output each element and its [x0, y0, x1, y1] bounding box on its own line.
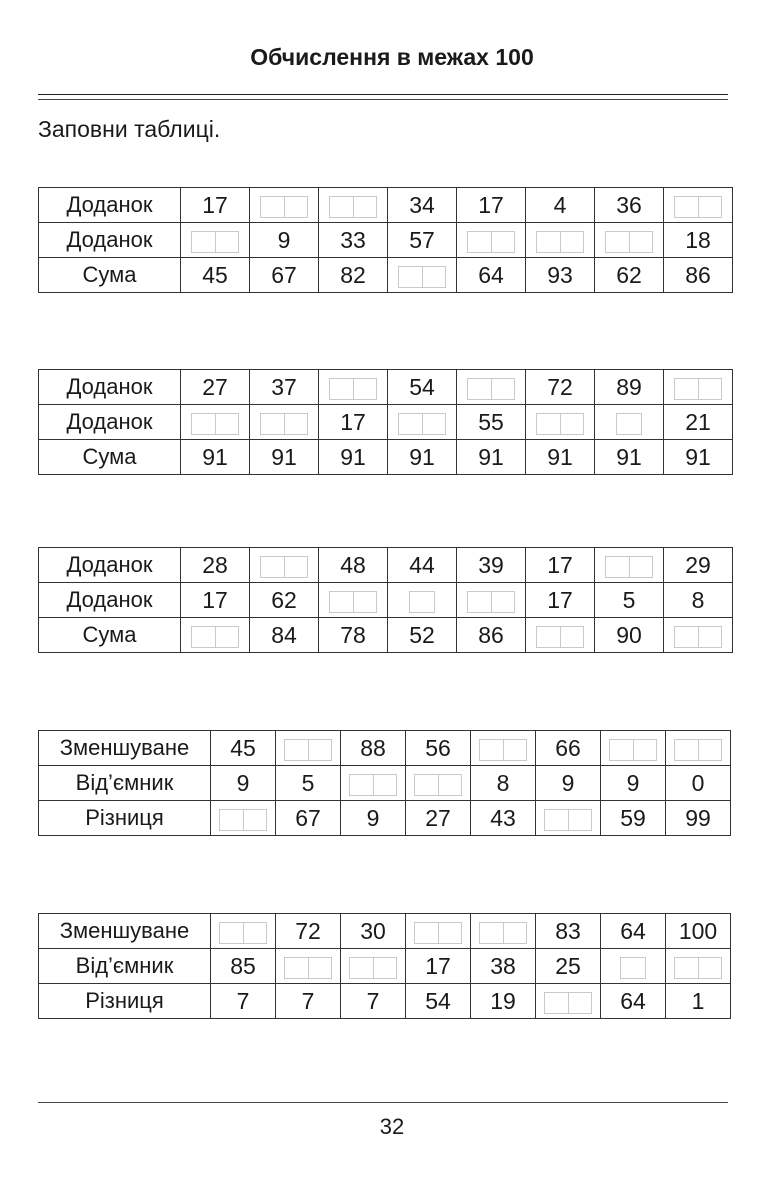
answer-box[interactable]: [414, 774, 462, 796]
value-cell: 91: [181, 440, 250, 475]
value-cell: 43: [471, 801, 536, 836]
answer-box[interactable]: [479, 739, 527, 761]
row-label: Доданок: [39, 370, 181, 405]
value-cell: 9: [341, 801, 406, 836]
value-cell: 84: [250, 618, 319, 653]
value-cell: 91: [595, 440, 664, 475]
value-cell: 17: [319, 405, 388, 440]
table-row: [39, 188, 733, 223]
answer-box[interactable]: [191, 626, 239, 648]
value-cell: 89: [595, 370, 664, 405]
value-cell: 25: [536, 949, 601, 984]
number-table-1: [38, 187, 733, 293]
value-cell: 91: [319, 440, 388, 475]
value-cell: 45: [181, 258, 250, 293]
answer-cell[interactable]: [595, 223, 664, 258]
answer-box[interactable]: [467, 378, 515, 400]
value-cell: 38: [471, 949, 536, 984]
value-cell: 9: [250, 223, 319, 258]
table-row: [39, 370, 733, 405]
answer-box[interactable]: [329, 591, 377, 613]
table-row: [39, 766, 731, 801]
answer-cell[interactable]: [536, 984, 601, 1019]
row-label: Зменшуване: [39, 731, 211, 766]
answer-cell[interactable]: [536, 801, 601, 836]
answer-cell[interactable]: [664, 370, 733, 405]
answer-box[interactable]: [536, 626, 584, 648]
value-cell: 57: [388, 223, 457, 258]
value-cell: 82: [319, 258, 388, 293]
answer-box[interactable]: [398, 266, 446, 288]
answer-cell[interactable]: [595, 405, 664, 440]
value-cell: 56: [406, 731, 471, 766]
row-label: Зменшуване: [39, 914, 211, 949]
answer-box[interactable]: [544, 809, 592, 831]
row-label: Від’ємник: [39, 766, 211, 801]
value-cell: 91: [388, 440, 457, 475]
value-cell: 29: [664, 548, 733, 583]
value-cell: 5: [276, 766, 341, 801]
value-cell: 83: [536, 914, 601, 949]
value-cell: 85: [211, 949, 276, 984]
answer-cell[interactable]: [666, 949, 731, 984]
answer-cell[interactable]: [341, 949, 406, 984]
answer-cell[interactable]: [664, 188, 733, 223]
table-row: [39, 949, 731, 984]
value-cell: 55: [457, 405, 526, 440]
answer-box[interactable]: [467, 591, 515, 613]
answer-cell[interactable]: [319, 188, 388, 223]
answer-cell[interactable]: [388, 258, 457, 293]
table-row: [39, 405, 733, 440]
value-cell: 48: [319, 548, 388, 583]
value-cell: 91: [526, 440, 595, 475]
value-cell: 37: [250, 370, 319, 405]
answer-cell[interactable]: [388, 405, 457, 440]
value-cell: 7: [341, 984, 406, 1019]
answer-cell[interactable]: [457, 370, 526, 405]
instruction-text: Заповни таблиці.: [38, 116, 221, 142]
value-cell: 64: [457, 258, 526, 293]
value-cell: 36: [595, 188, 664, 223]
row-label: Доданок: [39, 188, 181, 223]
value-cell: 54: [406, 984, 471, 1019]
value-cell: 7: [211, 984, 276, 1019]
value-cell: 93: [526, 258, 595, 293]
answer-box[interactable]: [674, 957, 722, 979]
value-cell: 17: [181, 583, 250, 618]
value-cell: 52: [388, 618, 457, 653]
answer-box[interactable]: [398, 413, 446, 435]
value-cell: 17: [526, 583, 595, 618]
table-row: [39, 583, 733, 618]
answer-cell[interactable]: [406, 766, 471, 801]
answer-cell[interactable]: [601, 731, 666, 766]
answer-cell[interactable]: [181, 405, 250, 440]
value-cell: 4: [526, 188, 595, 223]
answer-box[interactable]: [479, 922, 527, 944]
value-cell: 17: [406, 949, 471, 984]
value-cell: 54: [388, 370, 457, 405]
value-cell: 30: [341, 914, 406, 949]
number-table-3: [38, 547, 733, 653]
answer-cell[interactable]: [471, 914, 536, 949]
value-cell: 62: [250, 583, 319, 618]
value-cell: 21: [664, 405, 733, 440]
value-cell: 19: [471, 984, 536, 1019]
value-cell: 39: [457, 548, 526, 583]
value-cell: 72: [526, 370, 595, 405]
row-label: Доданок: [39, 583, 181, 618]
row-label: Сума: [39, 258, 181, 293]
value-cell: 86: [457, 618, 526, 653]
answer-cell[interactable]: [666, 731, 731, 766]
answer-box[interactable]: [284, 739, 332, 761]
value-cell: 64: [601, 914, 666, 949]
answer-cell[interactable]: [406, 914, 471, 949]
table-row: [39, 440, 733, 475]
answer-box[interactable]: [616, 413, 642, 435]
answer-cell[interactable]: [388, 583, 457, 618]
answer-box[interactable]: [260, 413, 308, 435]
value-cell: 7: [276, 984, 341, 1019]
table-row: [39, 984, 731, 1019]
answer-box[interactable]: [409, 591, 435, 613]
number-table-2: [38, 369, 733, 475]
answer-cell[interactable]: [211, 914, 276, 949]
row-label: Сума: [39, 618, 181, 653]
answer-box[interactable]: [605, 231, 653, 253]
row-label: Від’ємник: [39, 949, 211, 984]
value-cell: 9: [536, 766, 601, 801]
value-cell: 59: [601, 801, 666, 836]
value-cell: 67: [276, 801, 341, 836]
answer-box[interactable]: [609, 739, 657, 761]
value-cell: 33: [319, 223, 388, 258]
answer-cell[interactable]: [181, 223, 250, 258]
answer-cell[interactable]: [341, 766, 406, 801]
answer-box[interactable]: [536, 413, 584, 435]
answer-box[interactable]: [329, 378, 377, 400]
answer-box[interactable]: [605, 556, 653, 578]
value-cell: 5: [595, 583, 664, 618]
value-cell: 44: [388, 548, 457, 583]
value-cell: 100: [666, 914, 731, 949]
answer-cell[interactable]: [526, 618, 595, 653]
row-label: Доданок: [39, 548, 181, 583]
answer-box[interactable]: [219, 809, 267, 831]
answer-box[interactable]: [414, 922, 462, 944]
value-cell: 64: [601, 984, 666, 1019]
answer-cell[interactable]: [319, 370, 388, 405]
answer-cell[interactable]: [526, 405, 595, 440]
value-cell: 9: [211, 766, 276, 801]
table-row: [39, 801, 731, 836]
answer-box[interactable]: [620, 957, 646, 979]
answer-cell[interactable]: [526, 223, 595, 258]
answer-cell[interactable]: [664, 618, 733, 653]
value-cell: 90: [595, 618, 664, 653]
answer-box[interactable]: [674, 739, 722, 761]
value-cell: 17: [181, 188, 250, 223]
answer-box[interactable]: [536, 231, 584, 253]
row-label: Доданок: [39, 223, 181, 258]
answer-box[interactable]: [219, 922, 267, 944]
value-cell: 18: [664, 223, 733, 258]
answer-cell[interactable]: [250, 548, 319, 583]
answer-box[interactable]: [544, 992, 592, 1014]
value-cell: 91: [250, 440, 319, 475]
value-cell: 91: [457, 440, 526, 475]
answer-cell[interactable]: [250, 188, 319, 223]
answer-cell[interactable]: [319, 583, 388, 618]
table-row: [39, 258, 733, 293]
answer-cell[interactable]: [250, 405, 319, 440]
answer-cell[interactable]: [471, 731, 536, 766]
row-label: Різниця: [39, 984, 211, 1019]
footer-rule: [38, 1102, 728, 1103]
answer-box[interactable]: [467, 231, 515, 253]
value-cell: 99: [666, 801, 731, 836]
answer-cell[interactable]: [276, 949, 341, 984]
value-cell: 0: [666, 766, 731, 801]
page-title: Обчислення в межах 100: [250, 44, 534, 70]
answer-box[interactable]: [191, 231, 239, 253]
value-cell: 88: [341, 731, 406, 766]
value-cell: 45: [211, 731, 276, 766]
value-cell: 17: [526, 548, 595, 583]
answer-box[interactable]: [191, 413, 239, 435]
value-cell: 72: [276, 914, 341, 949]
table-row: [39, 223, 733, 258]
table-row: [39, 548, 733, 583]
number-table-4: [38, 730, 731, 836]
value-cell: 34: [388, 188, 457, 223]
value-cell: 28: [181, 548, 250, 583]
value-cell: 17: [457, 188, 526, 223]
answer-cell[interactable]: [457, 223, 526, 258]
table-row: [39, 731, 731, 766]
answer-box[interactable]: [260, 556, 308, 578]
value-cell: 67: [250, 258, 319, 293]
number-table-5: [38, 913, 731, 1019]
value-cell: 62: [595, 258, 664, 293]
answer-cell[interactable]: [211, 801, 276, 836]
answer-cell[interactable]: [181, 618, 250, 653]
table-row: [39, 618, 733, 653]
value-cell: 27: [406, 801, 471, 836]
answer-box[interactable]: [329, 196, 377, 218]
row-label: Сума: [39, 440, 181, 475]
answer-box[interactable]: [349, 957, 397, 979]
value-cell: 78: [319, 618, 388, 653]
answer-cell[interactable]: [595, 548, 664, 583]
answer-box[interactable]: [674, 626, 722, 648]
answer-cell[interactable]: [457, 583, 526, 618]
answer-box[interactable]: [674, 196, 722, 218]
answer-cell[interactable]: [276, 731, 341, 766]
value-cell: 9: [601, 766, 666, 801]
page-number: 32: [379, 1114, 405, 1139]
value-cell: 86: [664, 258, 733, 293]
answer-cell[interactable]: [601, 949, 666, 984]
value-cell: 66: [536, 731, 601, 766]
answer-box[interactable]: [284, 957, 332, 979]
answer-box[interactable]: [674, 378, 722, 400]
answer-box[interactable]: [260, 196, 308, 218]
answer-box[interactable]: [349, 774, 397, 796]
value-cell: 91: [664, 440, 733, 475]
value-cell: 8: [471, 766, 536, 801]
row-label: Різниця: [39, 801, 211, 836]
value-cell: 8: [664, 583, 733, 618]
table-row: [39, 914, 731, 949]
row-label: Доданок: [39, 405, 181, 440]
value-cell: 1: [666, 984, 731, 1019]
value-cell: 27: [181, 370, 250, 405]
